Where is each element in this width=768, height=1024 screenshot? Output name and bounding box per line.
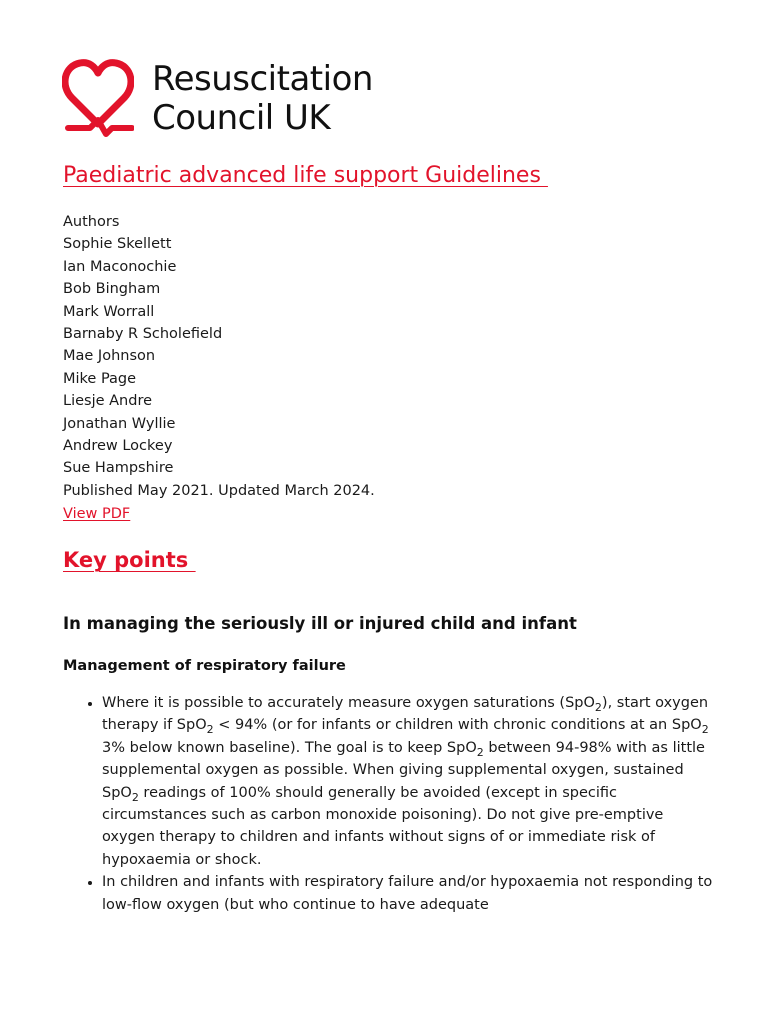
author-item: Liesje Andre [63,393,153,410]
heart-ecg-icon [62,58,134,140]
key-points-list [63,692,713,916]
bullet-text: between 94-98% with as little supplemental oxygen as possible. When giving supplemental oxygen, sustained [102,739,705,779]
bullet-text: 3% below known baseline). The goal is to keep [102,739,447,756]
bullet-text: ), start oxygen therapy if [102,695,709,734]
author-item: Bob Bingham [63,281,161,298]
spo2-term: SpO$_2$ [565,695,602,714]
spo2-term: SpO$_2$ [671,717,709,737]
authors-list [63,211,222,480]
view-pdf-link[interactable]: View PDF [63,506,131,522]
brand-line-2: Council UK [152,98,331,138]
author-item: Ian Maconochie [63,258,177,275]
author-item: Andrew Lockey [63,438,173,455]
author-item: Barnaby R Scholefield [63,326,223,343]
section-heading: In managing the seriously ill or injured child and infant [63,614,577,633]
author-item: Mike Page [63,370,137,387]
author-item: Sue Hampshire [63,460,174,477]
author-item: Jonathan Wyllie [63,415,176,432]
spo2-term: SpO$_2$ [446,739,484,759]
author-item: Sophie Skellett [63,236,172,253]
author-item: Mae Johnson [63,348,156,365]
key-points-heading[interactable]: Key points [63,548,196,572]
brand-logo[interactable] [62,58,422,142]
bullet-text: < 94% (or for infants or children with chronic conditions at an [213,717,672,734]
list-item: • In children and infants with respiratory failure and/or hypoxaemia not responding to low-flow oxygen (but who continue to have adequate [102,871,713,916]
bullet-text: Where it is possible to accurately measure oxygen saturations ( [102,695,566,711]
published-date: Published May 2021. Updated March 2024. [63,483,375,499]
list-item [102,692,713,871]
brand-wordmark [152,60,373,138]
author-item: Mark Worrall [63,303,155,320]
page-title[interactable]: Paediatric advanced life support Guidelines [63,163,548,188]
authors-label: Authors [63,214,120,230]
subsection-heading: Management of respiratory failure [63,658,346,674]
spo2-term: SpO$_2$ [102,784,139,804]
spo2-term: SpO$_2$ [176,717,214,737]
brand-line-1: Resuscitation [152,59,373,99]
bullet-text: readings of 100% should generally be avoided (except in specific circumstances such as carbon monoxide poisoning). Do not give pre-emptive oxygen therapy to children and infants without signs of or immediate risk of hypoxaemia or shock. [102,784,664,868]
